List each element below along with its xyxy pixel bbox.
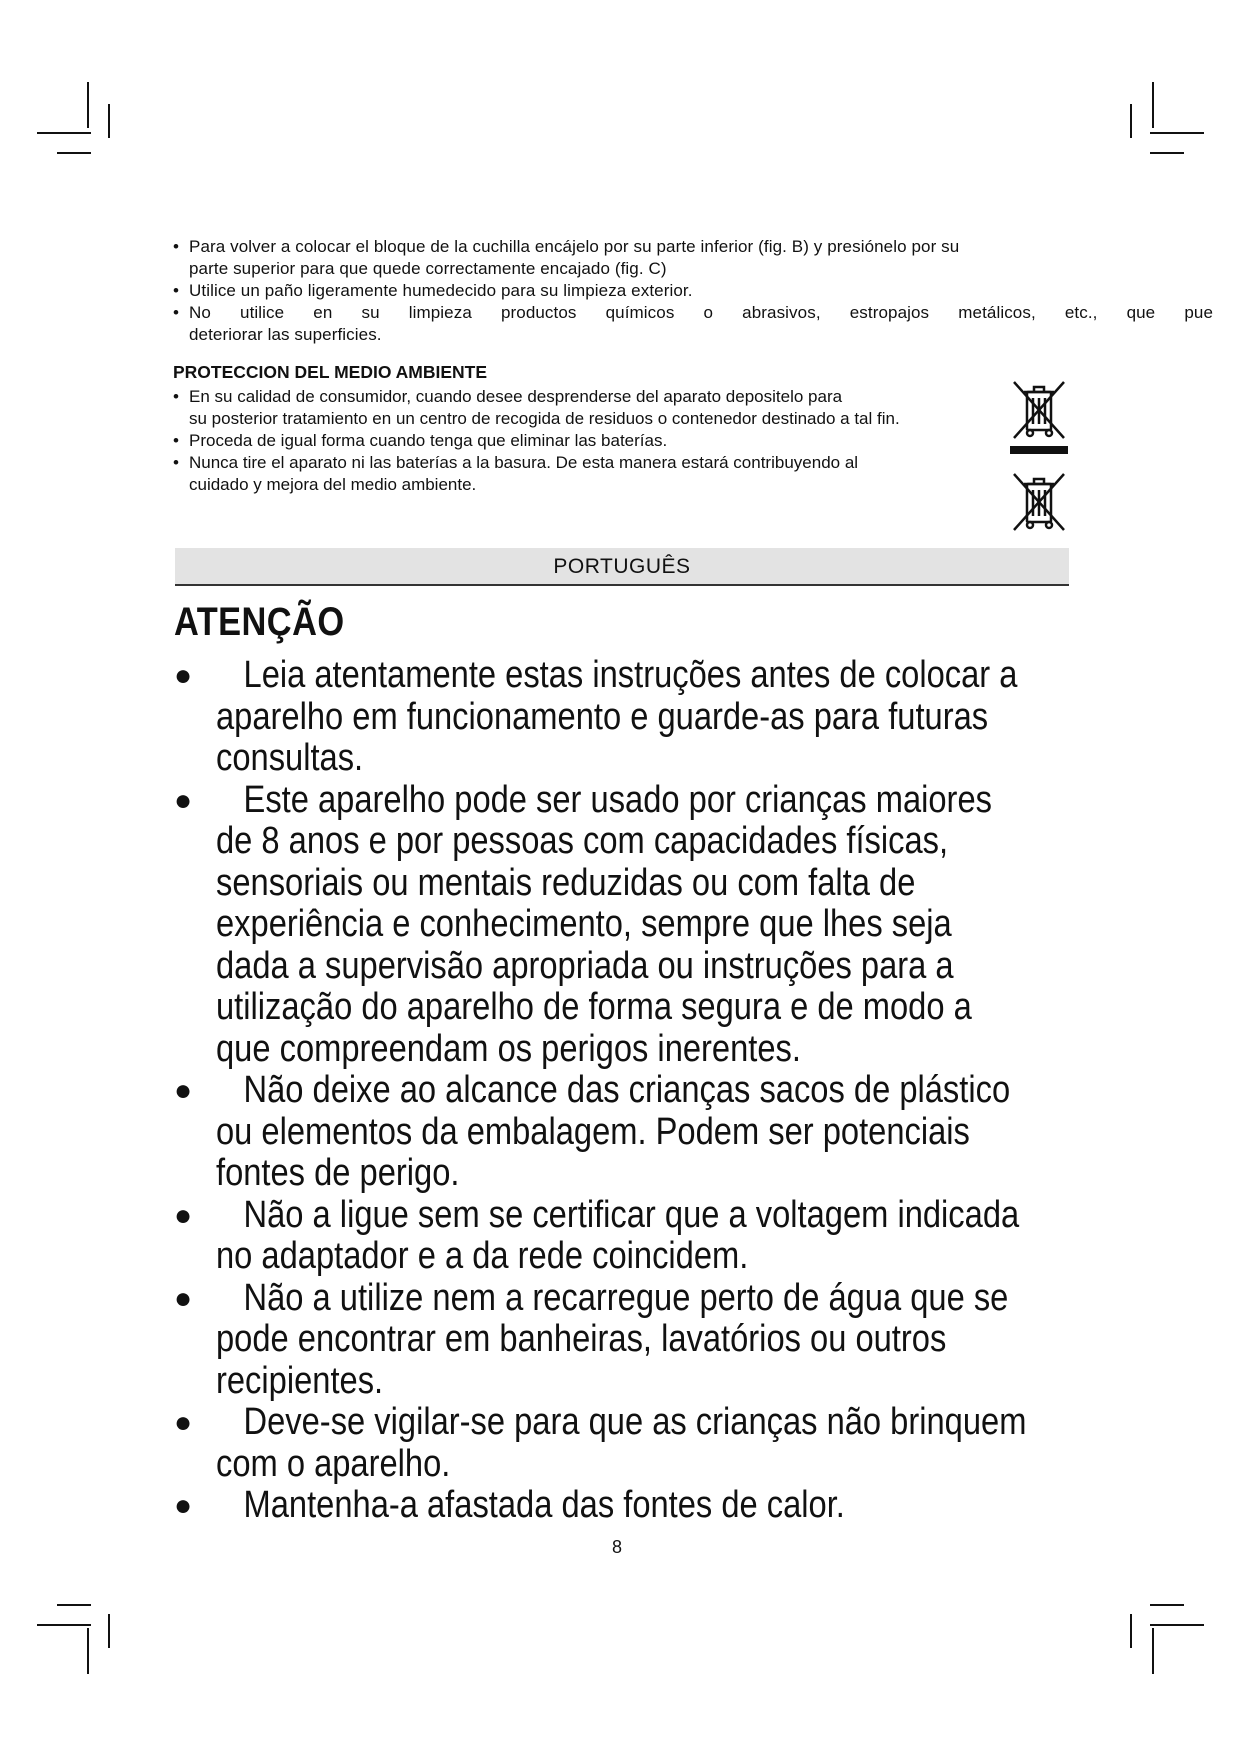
list-item (173, 386, 1033, 430)
list-item (174, 1485, 1234, 1527)
crop-mark (87, 1628, 89, 1674)
crop-mark (1130, 104, 1132, 138)
crop-mark (1152, 1628, 1154, 1674)
env-item-line: su posterior tratamiento en un centro de recogida de residuos o contenedor destinado a tal fin. (189, 409, 900, 428)
list-item (174, 1278, 1234, 1403)
env-list (173, 386, 1033, 496)
crop-mark (1150, 152, 1184, 154)
list-item (174, 1070, 1234, 1195)
item-line: recipientes. (216, 1359, 384, 1402)
crop-mark (1150, 1604, 1184, 1606)
page-number: 8 (612, 1537, 623, 1557)
list-item (174, 1402, 1234, 1485)
bullet-icon: ● (174, 1406, 193, 1439)
care-item-line: Utilice un paño ligeramente humedecido para su limpieza exterior. (189, 281, 693, 300)
env-item-line: cuidado y mejora del medio ambiente. (189, 475, 477, 494)
bullet-icon: ● (174, 1198, 193, 1232)
item-line: Não deixe ao alcance das crianças sacos de plástico (243, 1069, 1011, 1111)
list-item (174, 1195, 1234, 1278)
list-item (173, 280, 1213, 302)
crop-mark (37, 132, 91, 134)
list-item (173, 452, 1033, 496)
section-title: PROTECCION DEL MEDIO AMBIENTE (173, 362, 488, 382)
item-line: Não a ligue sem se certificar que a voltagem indicada (243, 1193, 1020, 1236)
item-line: Este aparelho pode ser usado por crianças maiores (243, 778, 992, 821)
item-line: que compreendam os perigos inerentes. (216, 1027, 801, 1070)
env-item-line: En su calidad de consumidor, cuando desee desprenderse del aparato depositelo para (189, 387, 843, 406)
crop-mark (1150, 132, 1204, 134)
language-header: PORTUGUÊS (175, 548, 1069, 586)
bullet-icon: ● (174, 1281, 193, 1315)
item-line: ou elementos da embalagem. Podem ser potenciais (216, 1110, 970, 1153)
env-item-line: Proceda de igual forma cuando tenga que eliminar las baterías. (189, 431, 668, 450)
item-line: sensoriais ou mentais reduzidas ou com falta de (216, 861, 916, 904)
list-item (173, 302, 1213, 346)
bullet-icon: ● (174, 1074, 193, 1107)
list-item (173, 236, 1213, 280)
env-item-line: Nunca tire el aparato ni las baterías a la basura. De esta manera estará contribuyendo al (189, 453, 859, 472)
item-line: fontes de perigo. (216, 1152, 460, 1194)
list-item (173, 430, 1033, 452)
care-instructions (173, 236, 1213, 346)
weee-bin-icon (1010, 378, 1068, 440)
item-line: utilização do aparelho de forma segura e de modo a (216, 986, 972, 1028)
attention-list (174, 655, 1234, 1527)
list-item (174, 655, 1234, 780)
item-line: Mantenha-a afastada das fontes de calor. (243, 1484, 845, 1526)
item-line: com o aparelho. (216, 1442, 451, 1485)
bullet-icon: ● (174, 659, 193, 692)
weee-bin-icon (1010, 470, 1068, 532)
item-line: consultas. (216, 737, 364, 779)
item-line: de 8 anos e por pessoas com capacidades físicas, (216, 820, 949, 862)
attention-title: ATENÇÃO (174, 600, 345, 644)
item-line: aparelho em funcionamento e guarde-as para futuras (216, 695, 989, 738)
item-line: pode encontrar em banheiras, lavatórios ou outros (216, 1318, 947, 1360)
crop-mark (87, 82, 89, 128)
item-line: Deve-se vigilar-se para que as crianças não brinquem (243, 1401, 1027, 1443)
item-line: Leia atentamente estas instruções antes de colocar a (243, 654, 1018, 696)
crop-mark (57, 1604, 91, 1606)
item-line: experiência e conhecimento, sempre que lhes seja (216, 903, 952, 945)
weee-bar (1010, 446, 1068, 454)
crop-mark (37, 1624, 91, 1626)
care-item-line: parte superior para que quede correctamente encajado (fig. C) (189, 259, 667, 278)
item-line: dada a supervisão apropriada ou instruções para a (216, 944, 954, 987)
bullet-icon: ● (174, 1489, 193, 1522)
care-item-line: deteriorar las superficies. (189, 325, 382, 344)
crop-mark (1150, 1624, 1204, 1626)
bullet-icon: ● (174, 783, 193, 817)
care-item-line: Para volver a colocar el bloque de la cuchilla encájelo por su parte inferior (fig. B) y presiónelo por su (189, 237, 960, 256)
crop-mark (57, 152, 91, 154)
crop-mark (108, 1614, 110, 1648)
item-line: no adaptador e a da rede coincidem. (216, 1235, 749, 1277)
care-item-line: • No utilice en su limpieza productos químicos o abrasivos, estropajos metálicos, etc., que pue (189, 303, 1213, 322)
item-line: Não a utilize nem a recarregue perto de água que se (243, 1276, 1009, 1319)
list-item (174, 780, 1234, 1071)
crop-mark (1152, 82, 1154, 128)
crop-mark (108, 104, 110, 138)
crop-mark (1130, 1614, 1132, 1648)
